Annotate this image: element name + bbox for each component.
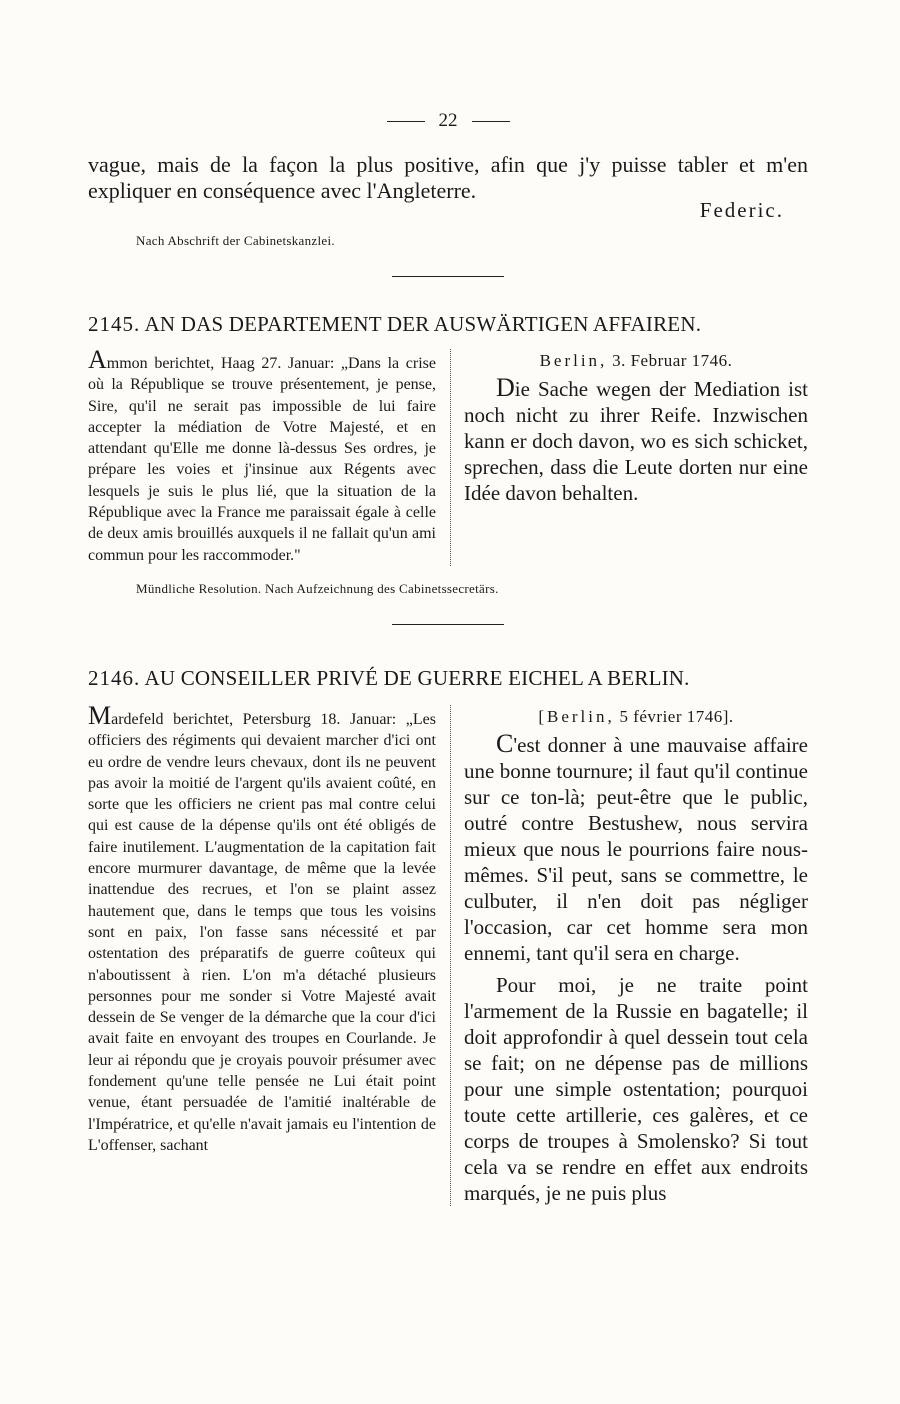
section-columns-2146 [88,700,808,1206]
report-summary-text: mmon berichtet, Haag 27. Januar: „Dans la crise où la République se trouve présentement, je pense, Sire, qu'il ne serait pas impossible de lui faire accepter la médiation de Votre Majesté, et en attendant qu'Elle me donne là-dessus Ses ordres, je prépare les voies et j'insinue aux Régents avec lesquels je suis le plus lié, que la situation de la République avec la France me paraissait égale à celle de deux amis brouillés auxquels il ne fallait qu'un ami commun pour les raccommoder." [88,355,436,564]
resolution-paragraph: ie Sache wegen der Mediation ist noch nicht zu ihrer Reife. Inzwischen kann er doch davon, wo es sich schicket, sprechen, dass die Leute dorten nur eine Idée davon behalten. [464,377,808,505]
drop-initial: A [88,345,107,374]
letter-paragraph: 'est donner à une mauvaise affaire une bonne tournure; il faut qu'il continue sur ce ton-là; peut-être que le public, outré contre Bestushew, nous servira mieux que nous le pourrions faire nous-mêmes. S'il peut, sans se commettre, le culbuter, il n'en doit pas négliger l'occasion, car cet homme sera mon ennemi, tant qu'il sera en charge. [464,732,808,965]
section-rule [392,276,504,277]
source-note: Mündliche Resolution. Nach Aufzeichnung des Cabinetssecretärs. [136,580,499,596]
signature-row [88,198,808,230]
letter-paragraph: Pour moi, je ne traite point l'armement de la Russie en bagatelle; il doit approfondir à quel dessein tout cela se fait; on ne dépense pas de millions pour une simple ostentation; pourquoi toute cette artillerie, ces galères, et ce corps de troupes à Smolensko? Si tout cela va se rendre en effet aux endroits marqués, je ne puis plus [464,972,808,1205]
drop-initial: D [496,373,515,402]
section-columns-2145 [88,345,808,566]
resolution-column [464,349,808,566]
page-number-line [88,108,808,134]
continuation-text: vague, mais de la façon la plus positive, afin que j'y puisse tabler et m'en expliquer en conséquence avec l'Angleterre. [88,152,808,203]
page-number-dash-left [387,121,425,122]
dateline-place: Berlin, [539,351,608,370]
dateline-place: [Berlin, [538,706,615,726]
section-number: 2145. [88,312,141,336]
report-summary-text: ardefeld berichtet, Petersburg 18. Januar: „Les officiers des régiments qui devaient marcher d'ici ont eu ordre de vendre leurs chevaux, dont ils ne peuvent pas avoir la moitié de l'argent qu'ils avaient coûté, en sorte que les officiers ne crient pas mal contre celui qui est cause de la dépense qu'ils ont été obligés de faire inutilement. L'augmentation de la capitation fait encore murmurer davantage, de même que la levée inattendue des recrues, et l'on se plaint assez hautement que, dans le temps que tous les voisins sont en paix, l'on fasse sans nécessité et par ostentation des préparatifs de guerre coûteux qui n'aboutissent à rien. L'on m'a détaché plusieurs personnes pour me sonder si Votre Majesté avait dessein de Se venger de la démarche que la cour d'ici avait faite en envoyant des troupes en Courlande. Je leur ai répondu que je croyais pouvoir présumer avec fondement qu'une telle pensée ne Lui était point venue, étant persuadée de l'amitié inaltérable de l'Impératrice, et qu'elle n'avait jamais eu l'intention de L'offenser, sachant [88,710,436,1154]
drop-initial: M [88,700,112,730]
section-rule [392,624,504,625]
page-number-dash-right [472,121,510,122]
signature: Federic. [699,198,784,222]
dateline [464,705,808,729]
section-title: AU CONSEILLER PRIVÉ DE GUERRE EICHEL A BERLIN. [144,665,690,690]
column-divider [450,349,451,566]
report-summary-column [88,345,436,566]
source-note: Nach Abschrift der Cabinetskanzlei. [136,233,335,248]
page-number: 22 [438,110,458,131]
section-title: AN DAS DEPARTEMENT DER AUSWÄRTIGEN AFFAIREN. [144,312,702,336]
document-page [88,108,808,1206]
section-number: 2146. [88,665,141,690]
section-heading-2146 [88,665,808,691]
dateline-date: 5 février 1746]. [619,706,734,726]
report-summary-column [88,700,436,1206]
section-heading-2145 [88,311,808,337]
letter-column [464,705,808,1206]
drop-initial: C [496,728,514,758]
dateline-date: 3. Februar 1746. [612,351,733,370]
dateline [464,349,808,373]
column-divider [450,705,451,1206]
